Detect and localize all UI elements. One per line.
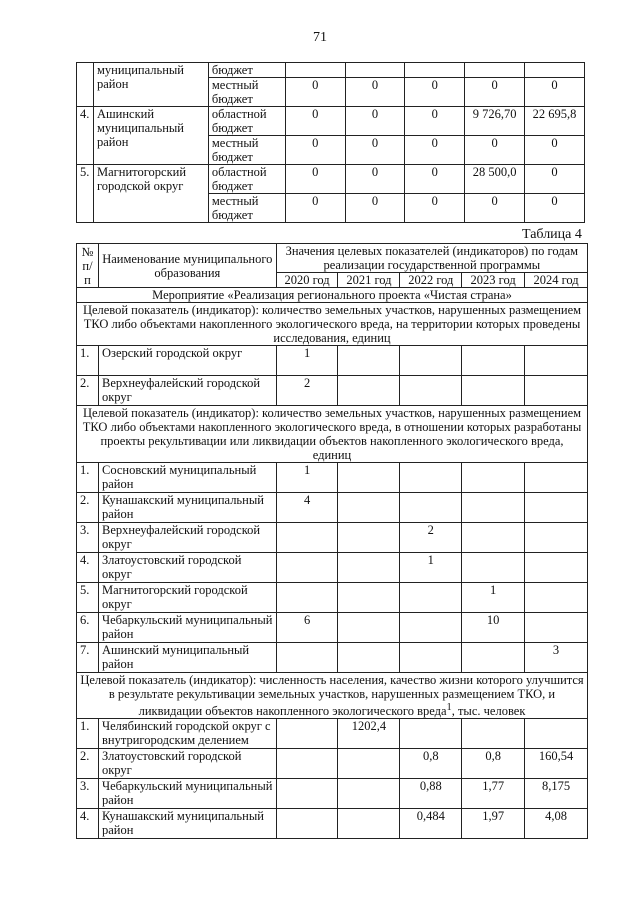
value-cell bbox=[525, 583, 588, 613]
value-cell: 0 bbox=[345, 107, 405, 136]
value-cell bbox=[338, 523, 400, 553]
value-cell: 0 bbox=[405, 165, 465, 194]
municipality-name: Верхнеуфалейский городской округ bbox=[98, 523, 276, 553]
value-cell bbox=[525, 523, 588, 553]
budget-type: областной бюджет bbox=[208, 107, 285, 136]
value-cell bbox=[338, 749, 400, 779]
value-cell bbox=[462, 643, 525, 673]
table-row bbox=[77, 523, 588, 553]
year-header: 2022 год bbox=[400, 273, 462, 288]
municipality-name: Магнитогорский городской округ bbox=[93, 165, 208, 223]
value-cell bbox=[465, 63, 525, 78]
value-cell bbox=[525, 463, 588, 493]
indicator-title: Целевой показатель (индикатор): количество земельных участков, нарушенных размещением ТКО либо объектами накопленного экологического вреда, в отношении которых разработаны проекты рекультивации или ликвидации объектов накопленного экологического вреда, единиц bbox=[77, 406, 588, 463]
table-row bbox=[77, 643, 588, 673]
value-cell: 160,54 bbox=[525, 749, 588, 779]
indicator-title: Целевой показатель (индикатор): количество земельных участков, нарушенных размещением ТКО либо объектами накопленного экологического вреда, на территории которых проведены исследования, единиц bbox=[77, 303, 588, 346]
table-row bbox=[77, 583, 588, 613]
row-number: 6. bbox=[77, 613, 99, 643]
year-header: 2021 год bbox=[338, 273, 400, 288]
value-cell bbox=[525, 376, 588, 406]
municipality-name: муниципальный район bbox=[93, 63, 208, 107]
budget-type: бюджет bbox=[208, 63, 285, 78]
event-row bbox=[77, 288, 588, 303]
value-cell bbox=[338, 553, 400, 583]
value-cell bbox=[525, 613, 588, 643]
municipality-name: Ашинский муниципальный район bbox=[98, 643, 276, 673]
value-cell bbox=[338, 643, 400, 673]
value-cell: 0 bbox=[465, 136, 525, 165]
value-cell bbox=[276, 643, 338, 673]
value-cell: 1,77 bbox=[462, 779, 525, 809]
value-cell: 1202,4 bbox=[338, 719, 400, 749]
municipality-name: Магнитогорский городской округ bbox=[98, 583, 276, 613]
value-cell bbox=[525, 719, 588, 749]
table-caption: Таблица 4 bbox=[522, 227, 582, 242]
value-cell bbox=[276, 809, 338, 839]
value-cell bbox=[338, 346, 400, 376]
value-cell: 0 bbox=[345, 165, 405, 194]
row-number: 4. bbox=[77, 553, 99, 583]
value-cell bbox=[276, 583, 338, 613]
table-row bbox=[77, 107, 585, 136]
table-row bbox=[77, 493, 588, 523]
value-cell bbox=[525, 493, 588, 523]
value-cell bbox=[345, 63, 405, 78]
value-cell bbox=[462, 523, 525, 553]
value-cell bbox=[405, 63, 465, 78]
table-row bbox=[77, 779, 588, 809]
value-cell bbox=[462, 553, 525, 583]
value-cell bbox=[338, 613, 400, 643]
indicators-table bbox=[76, 243, 588, 839]
value-cell: 0 bbox=[525, 78, 585, 107]
municipality-name: Чебаркульский муниципальный район bbox=[98, 779, 276, 809]
row-number: 1. bbox=[77, 719, 99, 749]
value-cell: 0,88 bbox=[400, 779, 462, 809]
municipality-name: Златоустовский городской округ bbox=[98, 553, 276, 583]
budget-type: местный бюджет bbox=[208, 194, 285, 223]
value-cell: 4 bbox=[276, 493, 338, 523]
value-cell: 4,08 bbox=[525, 809, 588, 839]
row-number: 1. bbox=[77, 346, 99, 376]
table-row bbox=[77, 63, 585, 78]
value-cell bbox=[276, 523, 338, 553]
value-cell: 9 726,70 bbox=[465, 107, 525, 136]
row-number: 5. bbox=[77, 583, 99, 613]
value-cell bbox=[338, 376, 400, 406]
municipality-name: Кунашакский муниципальный район bbox=[98, 493, 276, 523]
value-cell bbox=[400, 376, 462, 406]
year-header: 2023 год bbox=[462, 273, 525, 288]
row-number: 5. bbox=[77, 165, 94, 223]
row-number: 1. bbox=[77, 463, 99, 493]
row-number: 4. bbox=[77, 809, 99, 839]
municipality-name: Чебаркульский муниципальный район bbox=[98, 613, 276, 643]
value-cell: 0 bbox=[405, 194, 465, 223]
header-name: Наименование муниципального образования bbox=[98, 244, 276, 288]
value-cell: 0 bbox=[525, 136, 585, 165]
row-number: 2. bbox=[77, 376, 99, 406]
table-row bbox=[77, 346, 588, 376]
value-cell: 0,8 bbox=[462, 749, 525, 779]
value-cell: 28 500,0 bbox=[465, 165, 525, 194]
value-cell bbox=[400, 493, 462, 523]
value-cell: 0 bbox=[285, 194, 345, 223]
indicator-title-row bbox=[77, 673, 588, 719]
value-cell: 0 bbox=[465, 78, 525, 107]
indicator-title-row bbox=[77, 406, 588, 463]
value-cell: 0 bbox=[285, 78, 345, 107]
value-cell bbox=[338, 809, 400, 839]
value-cell: 0 bbox=[405, 136, 465, 165]
value-cell bbox=[400, 719, 462, 749]
municipality-name: Челябинский городской округ с внутригородским делением bbox=[98, 719, 276, 749]
value-cell: 10 bbox=[462, 613, 525, 643]
value-cell: 3 bbox=[525, 643, 588, 673]
table-row bbox=[77, 749, 588, 779]
header-number: № п/п bbox=[77, 244, 99, 288]
value-cell bbox=[276, 719, 338, 749]
value-cell: 0 bbox=[405, 78, 465, 107]
table-row bbox=[77, 165, 585, 194]
value-cell: 0 bbox=[285, 107, 345, 136]
table-row bbox=[77, 376, 588, 406]
municipality-name: Озерский городской округ bbox=[98, 346, 276, 376]
value-cell bbox=[276, 779, 338, 809]
row-number: 7. bbox=[77, 643, 99, 673]
value-cell bbox=[525, 63, 585, 78]
value-cell bbox=[462, 493, 525, 523]
budget-table-continued bbox=[76, 62, 585, 223]
value-cell: 8,175 bbox=[525, 779, 588, 809]
table-row bbox=[77, 719, 588, 749]
value-cell: 0 bbox=[525, 194, 585, 223]
table-row bbox=[77, 809, 588, 839]
value-cell: 1 bbox=[276, 346, 338, 376]
footnote-mark: 1 bbox=[446, 702, 452, 713]
page-number: 71 bbox=[313, 30, 327, 45]
value-cell: 0 bbox=[465, 194, 525, 223]
value-cell: 6 bbox=[276, 613, 338, 643]
value-cell: 0 bbox=[285, 136, 345, 165]
value-cell bbox=[285, 63, 345, 78]
value-cell: 0 bbox=[345, 136, 405, 165]
value-cell bbox=[400, 613, 462, 643]
municipality-name: Кунашакский муниципальный район bbox=[98, 809, 276, 839]
table-row bbox=[77, 553, 588, 583]
value-cell bbox=[462, 719, 525, 749]
header-values-title: Значения целевых показателей (индикаторов) по годам реализации государственной программы bbox=[276, 244, 587, 273]
value-cell: 22 695,8 bbox=[525, 107, 585, 136]
table-row bbox=[77, 463, 588, 493]
value-cell bbox=[462, 376, 525, 406]
value-cell bbox=[525, 553, 588, 583]
value-cell bbox=[462, 463, 525, 493]
event-title: Мероприятие «Реализация регионального проекта «Чистая страна» bbox=[77, 288, 588, 303]
value-cell: 0 bbox=[405, 107, 465, 136]
indicator-title: Целевой показатель (индикатор): численность населения, качество жизни которого улучшится в результате рекультивации земельных участков, нарушенных размещением ТКО, и ликвидации объектов накопленного экологического вреда$^1$, тыс. человек bbox=[77, 673, 588, 719]
budget-type: местный бюджет bbox=[208, 78, 285, 107]
value-cell bbox=[338, 779, 400, 809]
table-header-row bbox=[77, 244, 588, 273]
row-number: 3. bbox=[77, 523, 99, 553]
value-cell bbox=[462, 346, 525, 376]
value-cell bbox=[400, 583, 462, 613]
indicator-title-row bbox=[77, 303, 588, 346]
row-number: 4. bbox=[77, 107, 94, 165]
municipality-name: Сосновский муниципальный район bbox=[98, 463, 276, 493]
value-cell: 2 bbox=[400, 523, 462, 553]
value-cell: 0 bbox=[285, 165, 345, 194]
value-cell: 0 bbox=[345, 194, 405, 223]
row-number: 2. bbox=[77, 493, 99, 523]
value-cell bbox=[338, 463, 400, 493]
value-cell bbox=[338, 583, 400, 613]
budget-type: местный бюджет bbox=[208, 136, 285, 165]
value-cell bbox=[400, 643, 462, 673]
value-cell bbox=[400, 463, 462, 493]
value-cell: 0,484 bbox=[400, 809, 462, 839]
row-number bbox=[77, 63, 94, 107]
value-cell: 1 bbox=[400, 553, 462, 583]
value-cell bbox=[400, 346, 462, 376]
value-cell bbox=[525, 346, 588, 376]
value-cell bbox=[338, 493, 400, 523]
value-cell: 1 bbox=[276, 463, 338, 493]
value-cell: 1 bbox=[462, 583, 525, 613]
year-header: 2020 год bbox=[276, 273, 338, 288]
table-row bbox=[77, 613, 588, 643]
value-cell: 0 bbox=[525, 165, 585, 194]
year-header: 2024 год bbox=[525, 273, 588, 288]
value-cell: 2 bbox=[276, 376, 338, 406]
value-cell: 0 bbox=[345, 78, 405, 107]
row-number: 2. bbox=[77, 749, 99, 779]
municipality-name: Ашинский муниципальный район bbox=[93, 107, 208, 165]
row-number: 3. bbox=[77, 779, 99, 809]
value-cell bbox=[276, 749, 338, 779]
value-cell: 0,8 bbox=[400, 749, 462, 779]
municipality-name: Верхнеуфалейский городской округ bbox=[98, 376, 276, 406]
municipality-name: Златоустовский городской округ bbox=[98, 749, 276, 779]
value-cell: 1,97 bbox=[462, 809, 525, 839]
budget-type: областной бюджет bbox=[208, 165, 285, 194]
value-cell bbox=[276, 553, 338, 583]
